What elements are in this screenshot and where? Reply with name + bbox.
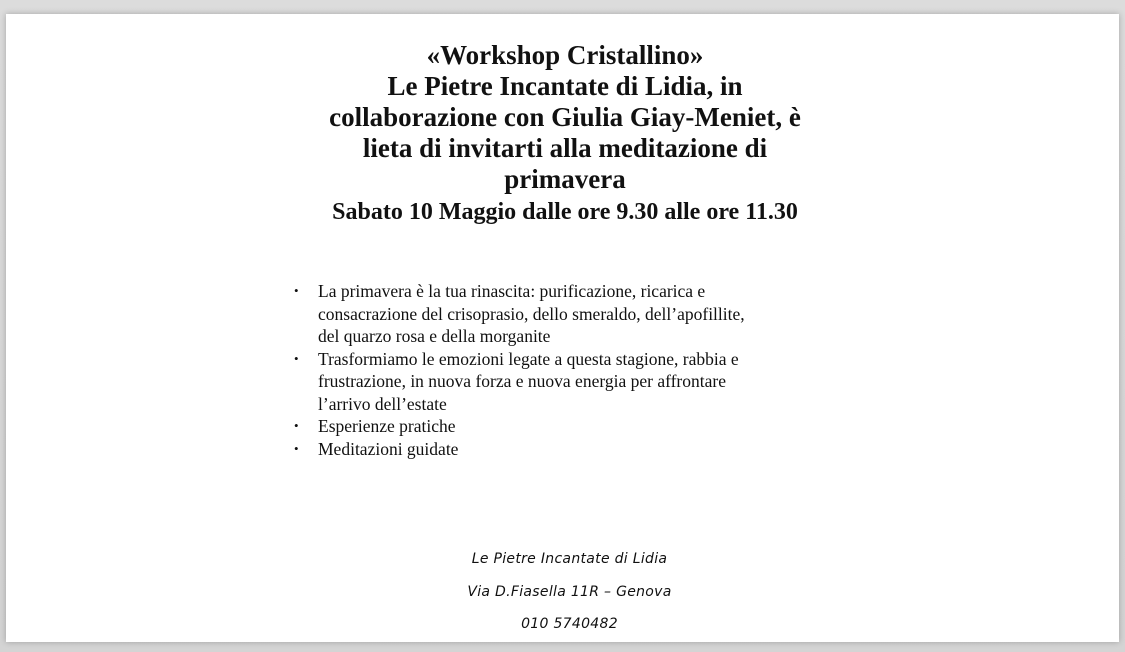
business-name: Le Pietre Incantate di Lidia bbox=[471, 551, 668, 567]
list-item bbox=[292, 280, 832, 348]
business-phone: 010 5740482 bbox=[521, 616, 618, 632]
bullet-list bbox=[292, 280, 832, 460]
title-line: primavera bbox=[504, 164, 626, 194]
list-item-line: Meditazioni guidate bbox=[318, 438, 459, 459]
title-line: collaborazione con Giulia Giay-Meniet, è bbox=[329, 102, 801, 132]
event-date: Sabato 10 Maggio dalle ore 9.30 alle ore 11.30 bbox=[332, 199, 798, 225]
list-item-line: consacrazione del crisoprasio, dello smeraldo, dell’apofillite, bbox=[318, 303, 745, 324]
bullet-icon: • bbox=[294, 283, 299, 298]
title-line: «Workshop Cristallino» bbox=[426, 40, 704, 70]
bullet-icon: • bbox=[294, 440, 299, 456]
list-item bbox=[292, 348, 832, 416]
business-address: Via D.Fiasella 11R – Genova bbox=[467, 583, 672, 600]
bullet-icon: • bbox=[294, 418, 299, 433]
list-item-line: Trasformiamo le emozioni legate a questa stagione, rabbia e bbox=[318, 348, 739, 369]
contact-footer bbox=[6, 543, 1125, 641]
document-page bbox=[6, 14, 1119, 642]
title-line: Le Pietre Incantate di Lidia, in bbox=[387, 71, 743, 101]
list-item-line: Esperienze pratiche bbox=[318, 416, 456, 436]
list-item bbox=[292, 438, 832, 461]
list-item-line: del quarzo rosa e della morganite bbox=[318, 326, 551, 346]
title-line: lieta di invitarti alla meditazione di bbox=[362, 133, 768, 163]
list-item bbox=[292, 415, 832, 438]
list-item-line: La primavera è la tua rinascita: purificazione, ricarica e bbox=[318, 281, 706, 301]
invitation-title bbox=[6, 40, 1124, 228]
list-item-line: frustrazione, in nuova forza e nuova energia per affrontare bbox=[318, 371, 726, 391]
bullet-icon: • bbox=[294, 350, 299, 366]
list-item-line: l’arrivo dell’estate bbox=[318, 393, 447, 414]
